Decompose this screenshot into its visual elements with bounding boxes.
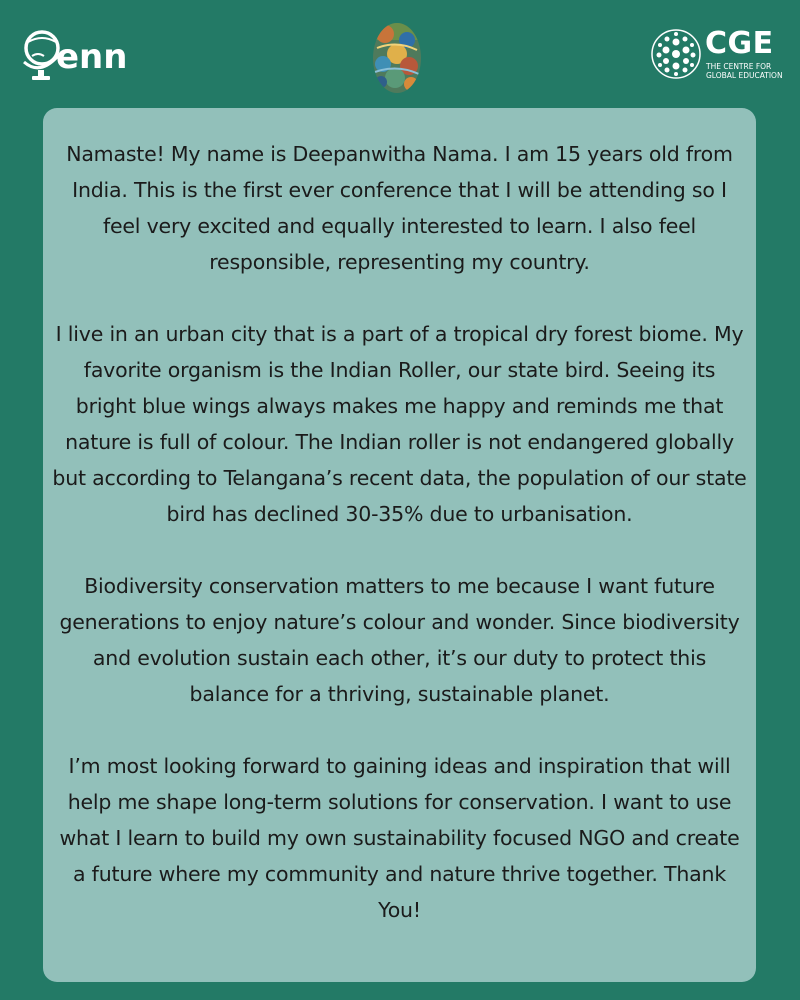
cge-logo	[650, 28, 790, 84]
cge-circle-dots-logo-icon	[650, 28, 702, 80]
cge-logo-subtext	[706, 62, 783, 80]
paragraph-biodiversity: Biodiversity conservation matters to me because I want future generations to enjoy nature’s colour and wonder. Since biodiversity and evolution sustain each other, it’s our duty to protect this balance for a thriving, sustainable planet.	[59, 574, 740, 706]
enn-logo-text: enn	[56, 37, 128, 77]
paragraph-favorite-organism: I live in an urban city that is a part of a tropical dry forest biome. My favorite organism is the Indian Roller, our state bird. Seeing its bright blue wings always makes me happy and reminds me that nature is full of colour. The Indian roller is not endangered globally but according to Telangana’s recent data, the population of our state bird has declined 30-35% due to urbanisation.	[52, 322, 747, 526]
cge-subtext-line2: GLOBAL EDUCATION	[706, 71, 783, 80]
enn-logo	[20, 26, 135, 86]
center-logo	[369, 20, 425, 96]
paragraph-goals: I’m most looking forward to gaining ideas and inspiration that will help me shape long-term solutions for conservation. I want to use what I learn to build my own sustainability focused NGO and create a future where my community and nature thrive together. Thank You!	[59, 754, 740, 922]
intro-card	[43, 108, 756, 982]
painted-egg-logo-icon	[369, 20, 425, 96]
paragraph-introduction: Namaste! My name is Deepanwitha Nama. I am 15 years old from India. This is the first ever conference that I will be attending so I feel very excited and equally interested to learn. I also feel responsible, representing my country.	[66, 142, 733, 274]
cge-logo-text: CGE	[705, 26, 774, 61]
cge-subtext-line1: THE CENTRE FOR	[706, 62, 772, 71]
enn-globe-logo-icon	[20, 26, 135, 86]
